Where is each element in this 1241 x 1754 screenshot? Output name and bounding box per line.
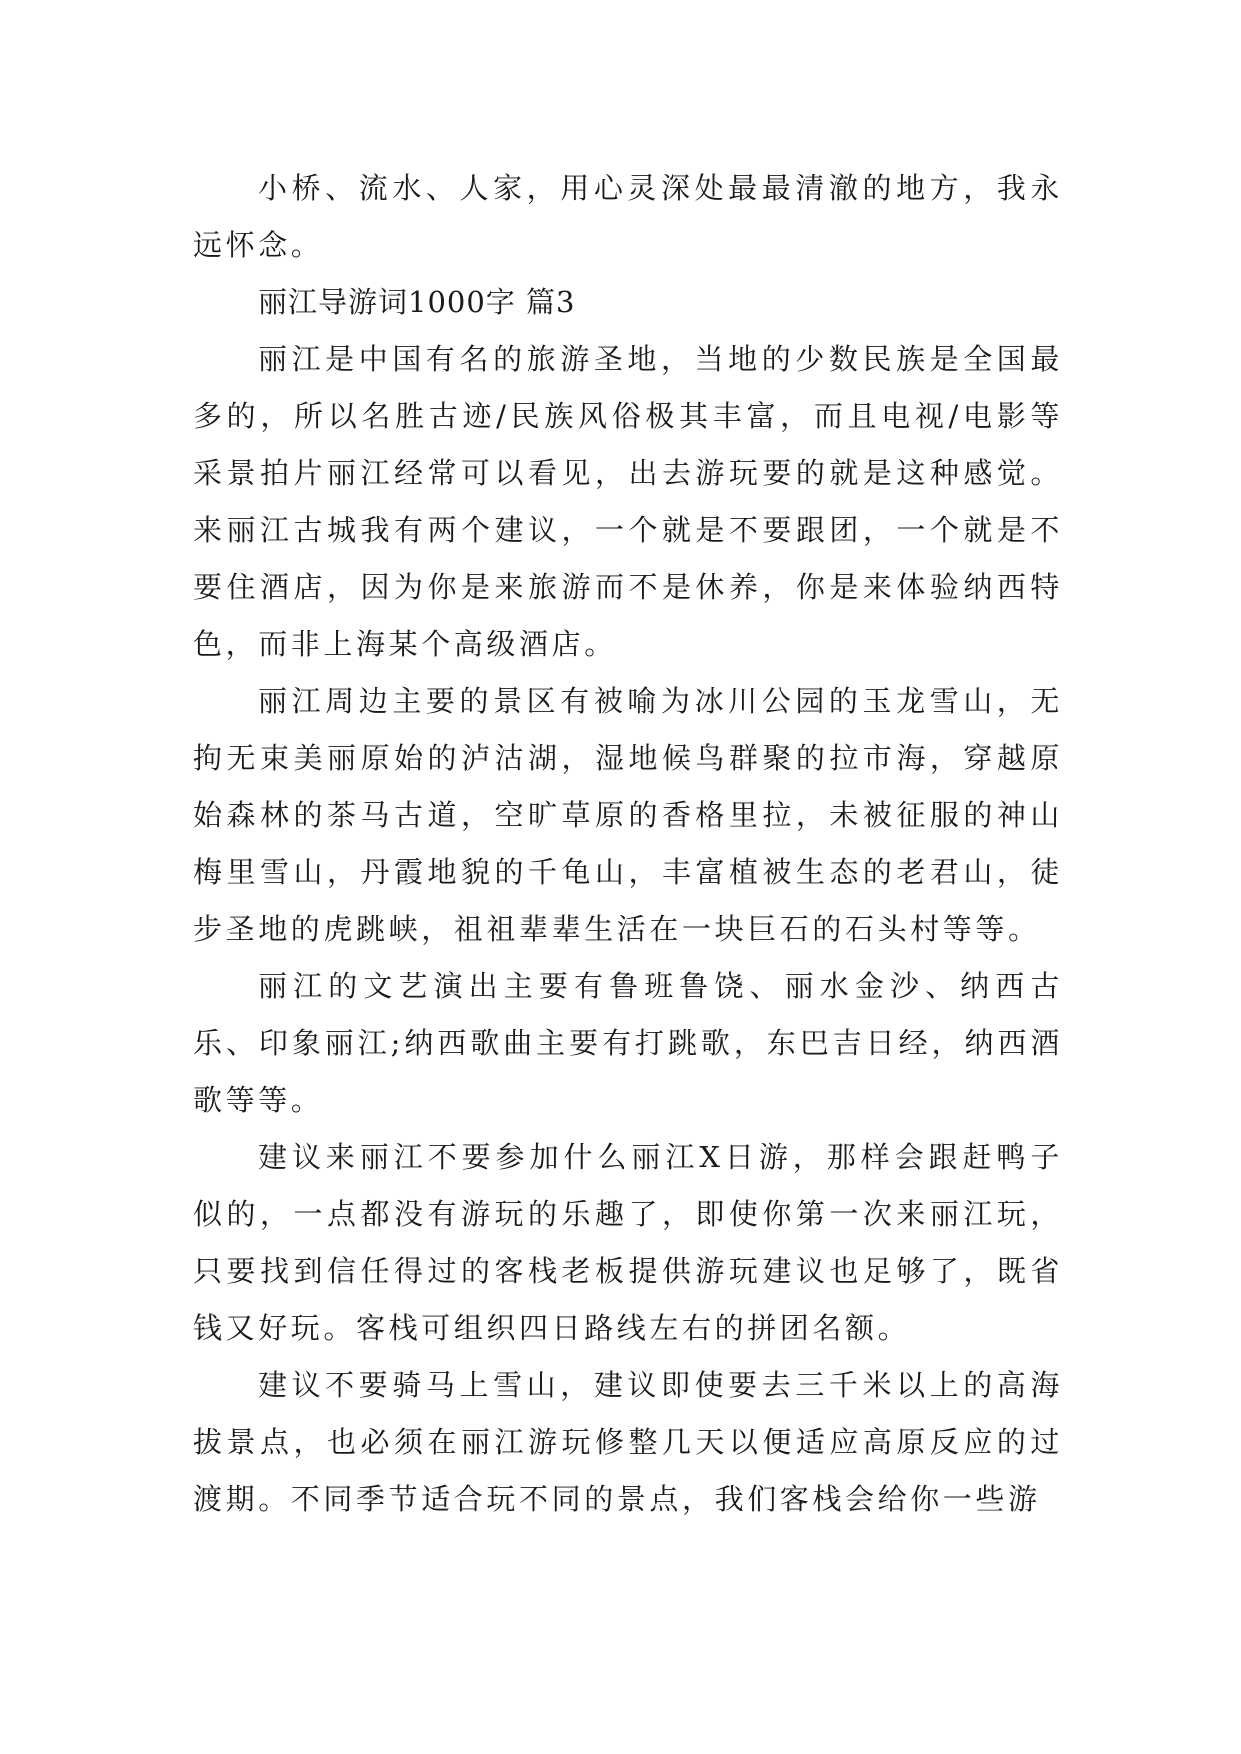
- paragraph: 丽江是中国有名的旅游圣地，当地的少数民族是全国最多的，所以名胜古迹/民族风俗极其丰富，而且电视/电影等采景拍片丽江经常可以看见，出去游玩要的就是这种感觉。来丽江古城我有两个建议，一个就是不要跟团，一个就是不要住酒店，因为你是来旅游而不是休养，你是来体验纳西特色，而非上海某个高级酒店。: [193, 342, 1063, 661]
- paragraph: 建议不要骑马上雪山，建议即使要去三千米以上的高海拔景点，也必须在丽江游玩修整几天以便适应高原反应的过渡期。不同季节适合玩不同的景点，我们客栈会给你一些游: [193, 1368, 1063, 1516]
- document-body: [193, 160, 1063, 1528]
- paragraph: 建议来丽江不要参加什么丽江X日游，那样会跟赶鸭子似的，一点都没有游玩的乐趣了，即使你第一次来丽江玩，只要找到信任得过的客栈老板提供游玩建议也足够了，既省钱又好玩。客栈可组织四日路线左右的拼团名额。: [193, 1140, 1063, 1345]
- paragraph: 丽江的文艺演出主要有鲁班鲁饶、丽水金沙、纳西古乐、印象丽江;纳西歌曲主要有打跳歌，东巴吉日经，纳西酒歌等等。: [193, 969, 1063, 1117]
- paragraph: 丽江周边主要的景区有被喻为冰川公园的玉龙雪山，无拘无束美丽原始的泸沽湖，湿地候鸟群聚的拉市海，穿越原始森林的茶马古道，空旷草原的香格里拉，未被征服的神山梅里雪山，丹霞地貌的千龟山，丰富植被生态的老君山，徒步圣地的虎跳峡，祖祖辈辈生活在一块巨石的石头村等等。: [193, 684, 1063, 946]
- paragraph: 小桥、流水、人家，用心灵深处最最清澈的地方，我永远怀念。: [193, 171, 1063, 262]
- section-heading: 丽江导游词1000字 篇3: [258, 285, 576, 319]
